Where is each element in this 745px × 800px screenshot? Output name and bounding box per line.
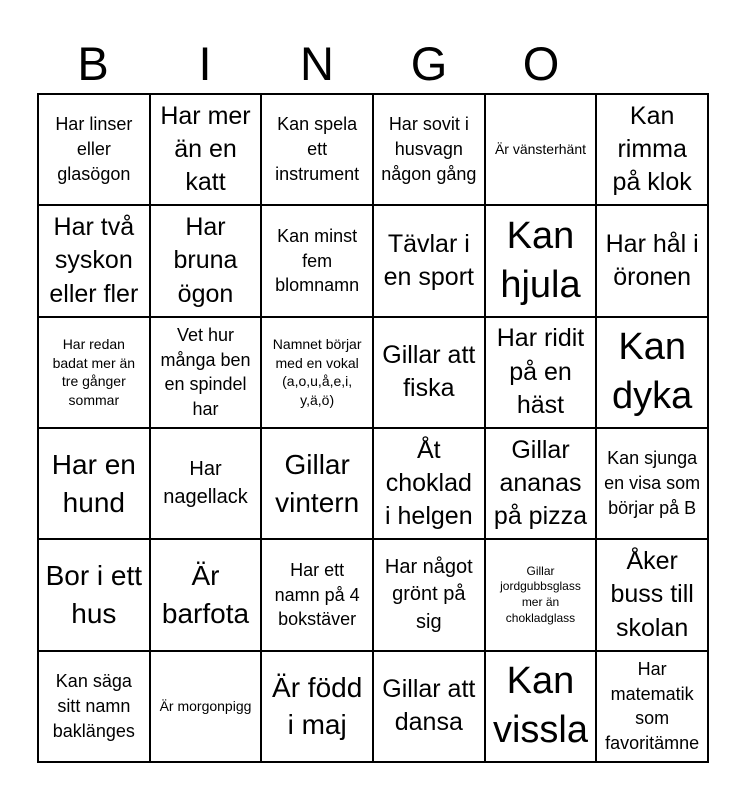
cell-text: Kan sjunga en visa som börjar på B: [604, 448, 701, 519]
cell-text: Åt choklad i helgen: [385, 435, 473, 531]
bingo-cell: [485, 428, 597, 539]
cell-text: Kan säga sitt namn baklänges: [52, 671, 135, 741]
cell-text: Gillar vintern: [275, 448, 360, 518]
bingo-cell: [596, 205, 708, 316]
cell-text: Har mer än en katt: [160, 101, 251, 197]
bingo-cell: [150, 651, 262, 762]
bingo-cell: [373, 651, 485, 762]
cell-text: Har ett namn på 4 bokstäver: [274, 559, 360, 630]
bingo-cell: [38, 94, 150, 205]
cell-text: Har ridit på en häst: [496, 324, 585, 419]
cell-text: Kan minst fem blomnamn: [275, 225, 360, 296]
bingo-cell: [150, 428, 262, 539]
bingo-cell: [38, 317, 150, 428]
cell-text: Har sovit i husvagn någon gång: [381, 114, 477, 185]
cell-text: Har linser eller glasögon: [55, 114, 133, 185]
cell-text: Gillar jordgubbsglass mer än chokladglass: [500, 563, 581, 625]
bingo-cell: [373, 317, 485, 428]
bingo-cell: [485, 539, 597, 650]
cell-text: Har en hund: [51, 448, 136, 518]
cell-text: Kan spela ett instrument: [275, 114, 360, 185]
cell-text: Kan rimma på klok: [612, 101, 692, 197]
cell-text: Gillar att fiska: [382, 341, 476, 403]
bingo-cell: [373, 539, 485, 650]
cell-text: Kan hjula: [500, 214, 581, 306]
bingo-cell: [485, 317, 597, 428]
bingo-cell: [373, 94, 485, 205]
bingo-cell: [150, 94, 262, 205]
cell-text: Gillar att dansa: [382, 675, 476, 737]
cell-text: Är morgonpigg: [159, 698, 252, 715]
cell-text: Har matematik som favoritämne: [605, 658, 700, 754]
title-letter-g: G: [410, 37, 448, 90]
bingo-cell: [596, 428, 708, 539]
bingo-cell: [596, 539, 708, 650]
bingo-cell: [261, 205, 373, 316]
cell-text: Har redan badat mer än tre gånger sommar: [52, 336, 136, 408]
cell-text: Har nagellack: [163, 458, 248, 508]
bingo-cell: [261, 317, 373, 428]
bingo-cell: [38, 539, 150, 650]
title-letter-n: N: [300, 37, 334, 90]
bingo-cell: [261, 94, 373, 205]
bingo-cell: [596, 317, 708, 428]
bingo-cell: [38, 205, 150, 316]
bingo-cell: [596, 651, 708, 762]
bingo-cell: [485, 651, 597, 762]
bingo-cell: [261, 651, 373, 762]
cell-text: Har hål i öronen: [605, 229, 699, 291]
title-letter-b: B: [77, 37, 109, 90]
bingo-cell: [261, 428, 373, 539]
bingo-cell: [38, 651, 150, 762]
bingo-cell: [150, 317, 262, 428]
bingo-cell: [373, 205, 485, 316]
bingo-grid: [37, 93, 709, 763]
cell-text: Har två syskon eller fler: [49, 213, 139, 308]
cell-text: Är vänsterhänt: [494, 141, 587, 158]
bingo-cell: [150, 205, 262, 316]
bingo-cell: [38, 428, 150, 539]
bingo-title: [37, 34, 709, 94]
cell-text: Bor i ett hus: [45, 560, 143, 629]
cell-text: Har bruna ögon: [173, 213, 238, 308]
cell-text: Tävlar i en sport: [383, 229, 474, 291]
bingo-cell: [150, 539, 262, 650]
cell-text: Gillar ananas på pizza: [493, 435, 588, 531]
cell-text: Vet hur många ben en spindel har: [160, 324, 251, 420]
cell-text: Är född i maj: [272, 671, 363, 741]
cell-text: Har något grönt på sig: [384, 555, 473, 633]
bingo-cell: [596, 94, 708, 205]
cell-text: Åker buss till skolan: [610, 547, 694, 642]
title-letter-o: O: [522, 37, 560, 90]
cell-text: Är barfota: [161, 560, 250, 629]
bingo-cell: [485, 94, 597, 205]
cell-text: Kan dyka: [612, 325, 693, 418]
title-letter-i: I: [198, 37, 212, 90]
bingo-cell: [373, 428, 485, 539]
bingo-cell: [485, 205, 597, 316]
cell-text: Namnet börjar med en vokal (a,o,u,å,e,i, y,ä,ö): [272, 336, 362, 408]
bingo-cell: [261, 539, 373, 650]
cell-text: Kan vissla: [492, 659, 588, 752]
